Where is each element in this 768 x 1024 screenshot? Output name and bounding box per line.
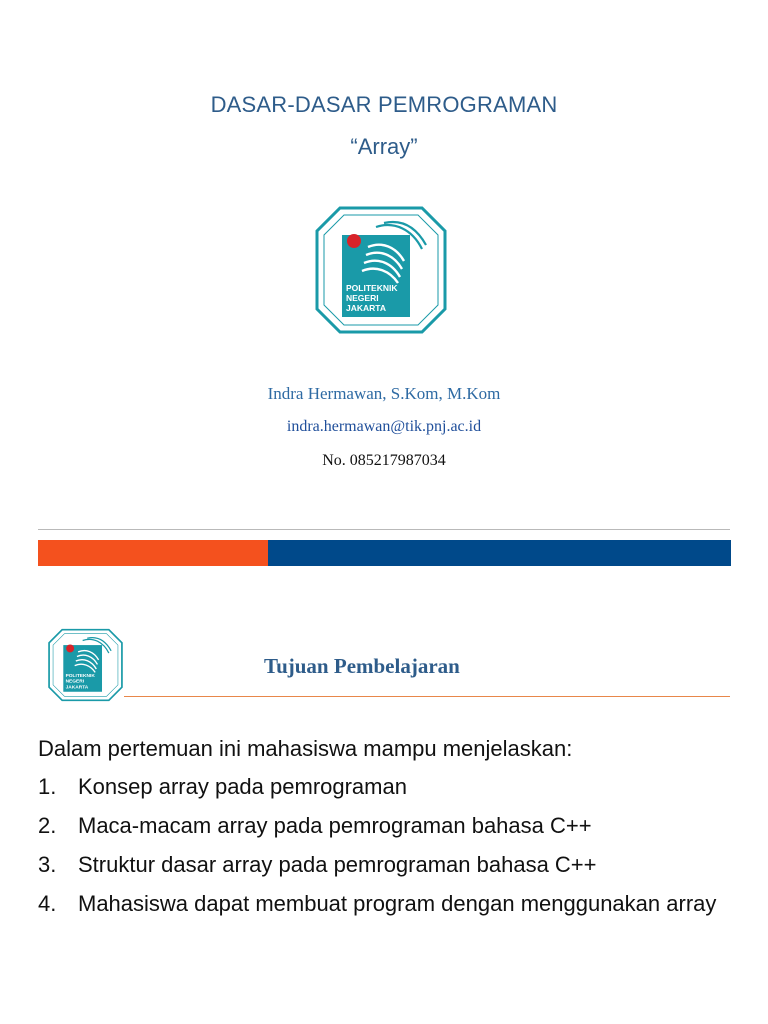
section-heading: Tujuan Pembelajaran <box>264 654 460 678</box>
list-item-number: 1. <box>38 774 57 799</box>
logo-text-3: JAKARTA <box>346 303 386 313</box>
list-item-text: Struktur dasar array pada pemrograman bahasa C++ <box>78 852 597 877</box>
list-item <box>38 813 730 839</box>
pnj-logo-small-icon <box>47 628 124 702</box>
slide-subtitle: “Array” <box>350 134 418 159</box>
author-name: Indra Hermawan, S.Kom, M.Kom <box>267 384 501 403</box>
author-email: indra.hermawan@tik.pnj.ac.id <box>286 418 482 435</box>
list-item-number: 2. <box>38 813 57 838</box>
author-phone: No. 085217987034 <box>322 452 446 469</box>
list-item-number: 3. <box>38 852 57 877</box>
slide-divider <box>38 529 730 530</box>
slide-title: DASAR-DASAR PEMROGRAMAN <box>210 92 558 117</box>
objectives-list <box>38 774 730 930</box>
logo-small-text-3: JAKARTA <box>65 685 89 691</box>
accent-bar-orange <box>38 540 268 566</box>
list-item <box>38 852 730 878</box>
list-item-text: Maca-macam array pada pemrograman bahasa C++ <box>78 813 592 838</box>
list-item <box>38 891 730 917</box>
intro-text: Dalam pertemuan ini mahasiswa mampu menjelaskan: <box>38 736 573 761</box>
list-item <box>38 774 730 800</box>
logo-small-text-2: NEGERI <box>65 679 85 685</box>
list-item-text: Mahasiswa dapat membuat program dengan menggunakan array <box>78 891 717 916</box>
list-item-number: 4. <box>38 891 57 916</box>
heading-underline <box>124 696 730 697</box>
logo-text-1: POLITEKNIK <box>346 283 398 293</box>
pnj-logo-icon <box>314 205 448 335</box>
logo-text-2: NEGERI <box>346 293 379 303</box>
logo-small-text-1: POLITEKNIK <box>65 673 95 679</box>
list-item-text: Konsep array pada pemrograman <box>78 774 407 799</box>
accent-bar-blue <box>268 540 731 566</box>
